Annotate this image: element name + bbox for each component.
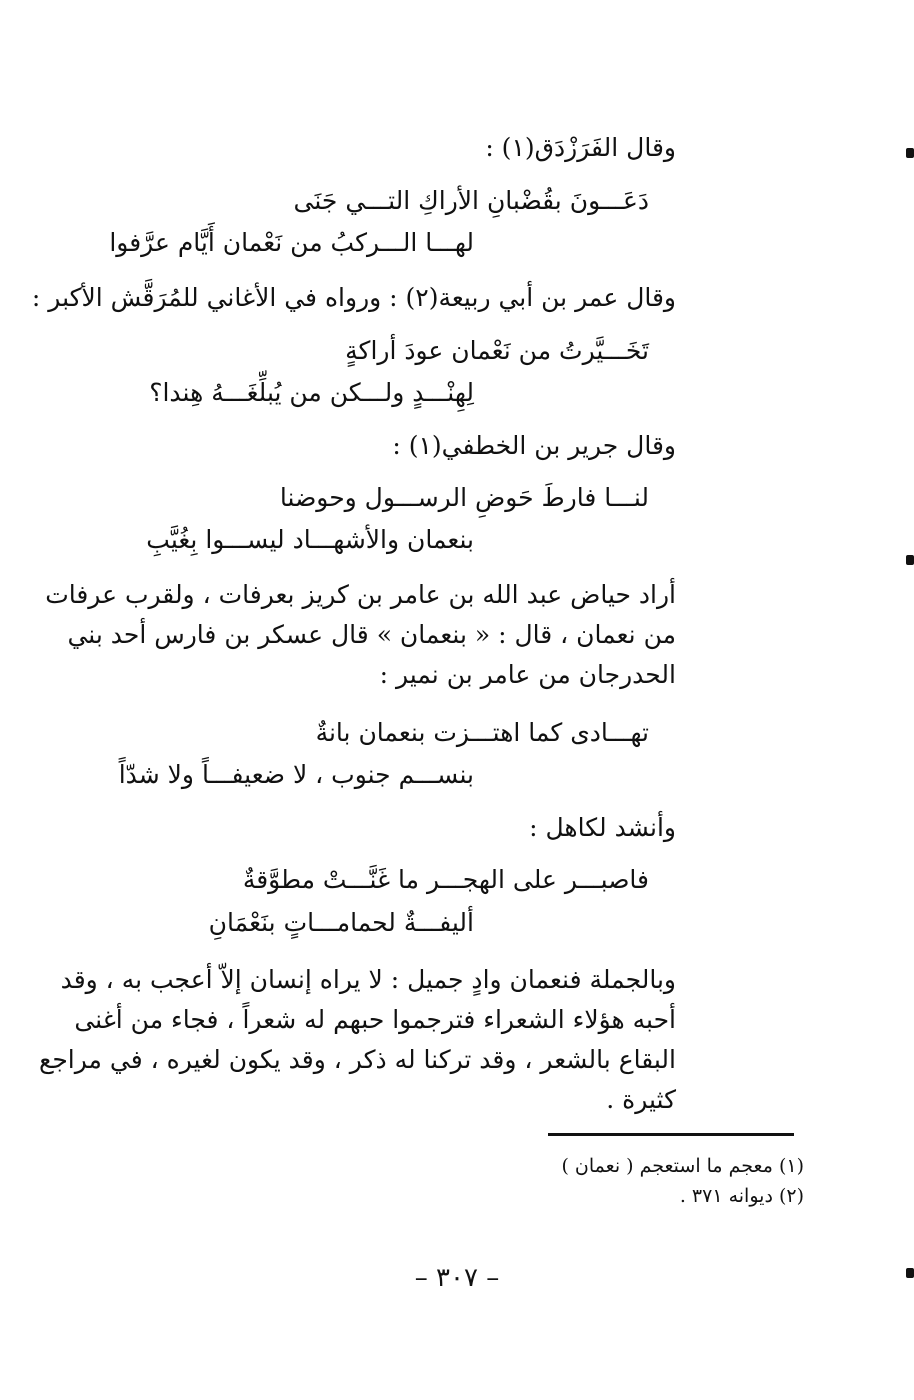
verse-hemistich: بنعمان والأشهـــاد ليســـوا بِغُيَّبِ — [146, 525, 474, 554]
paragraph-line: كثيرة . — [606, 1085, 676, 1114]
verse-hemistich: لهـــا الـــركبُ من نَعْمان أَيَّام عرَّفوا — [109, 228, 474, 257]
verse-hemistich: تهـــادى كما اهتـــزت بنعمان بانةٌ — [315, 718, 649, 747]
paragraph-line: أراد حياض عبد الله بن عامر بن كريز بعرفات ، ولقرب عرفات — [45, 580, 676, 609]
verse-hemistich: فاصبـــر على الهجـــر ما غَنَّـــتْ مطوَّقةٌ — [242, 865, 649, 894]
edge-mark — [906, 1268, 914, 1278]
paragraph-line: البقاع بالشعر ، وقد تركنا له ذكر ، وقد يكون لغيره ، في مراجع — [39, 1045, 676, 1074]
paragraph-line: الحدرجان من عامر بن نمير : — [379, 660, 676, 689]
verse-hemistich: لِهِنْـــدٍ ولـــكن من يُبلِّغَـــهُ هِندا؟ — [149, 378, 474, 407]
footnote: (٢) ديوانه ٣٧١ . — [679, 1185, 804, 1207]
page-number: – ٣٠٧ – — [414, 1263, 500, 1293]
intro-omar: وقال عمر بن أبي ربيعة(٢) : ورواه في الأغاني للمُرَقَّش الأكبر : — [31, 283, 676, 312]
paragraph-line: وبالجملة فنعمان وادٍ جميل : لا يراه إنسان إلاّ أعجب به ، وقد — [60, 965, 676, 994]
footnote: (١) معجم ما استعجم ( نعمان ) — [561, 1155, 804, 1177]
verse-hemistich: تَخَـــيَّرتُ من نَعْمان عودَ أراكةٍ — [345, 336, 649, 365]
paragraph-line: أحبه هؤلاء الشعراء فترجموا حبهم له شعراً ، فجاء من أغنى — [74, 1005, 676, 1034]
intro-farazdaq: وقال الفَرَزْدَق(١) : — [485, 133, 676, 162]
intro-jarir: وقال جرير بن الخطفي(١) : — [392, 431, 676, 460]
edge-mark — [906, 148, 914, 158]
verse-hemistich: دَعَـــونَ بقُضْبانِ الأراكِ التـــي جَنَى — [293, 186, 649, 215]
verse-hemistich: لنـــا فارطَ حَوضِ الرســـول وحوضنا — [279, 483, 649, 512]
footnote-divider — [548, 1133, 794, 1136]
edge-mark — [906, 555, 914, 565]
verse-hemistich: بنســـم جنوب ، لا ضعيفـــاً ولا شدّاً — [118, 760, 474, 789]
verse-hemistich: أليفـــةٌ لحمامـــاتٍ بنَعْمَانِ — [208, 908, 474, 937]
paragraph-line: من نعمان ، قال : « بنعمان » قال عسكر بن فارس أحد بني — [67, 620, 676, 649]
intro-kahil: وأنشد لكاهل : — [529, 813, 676, 842]
